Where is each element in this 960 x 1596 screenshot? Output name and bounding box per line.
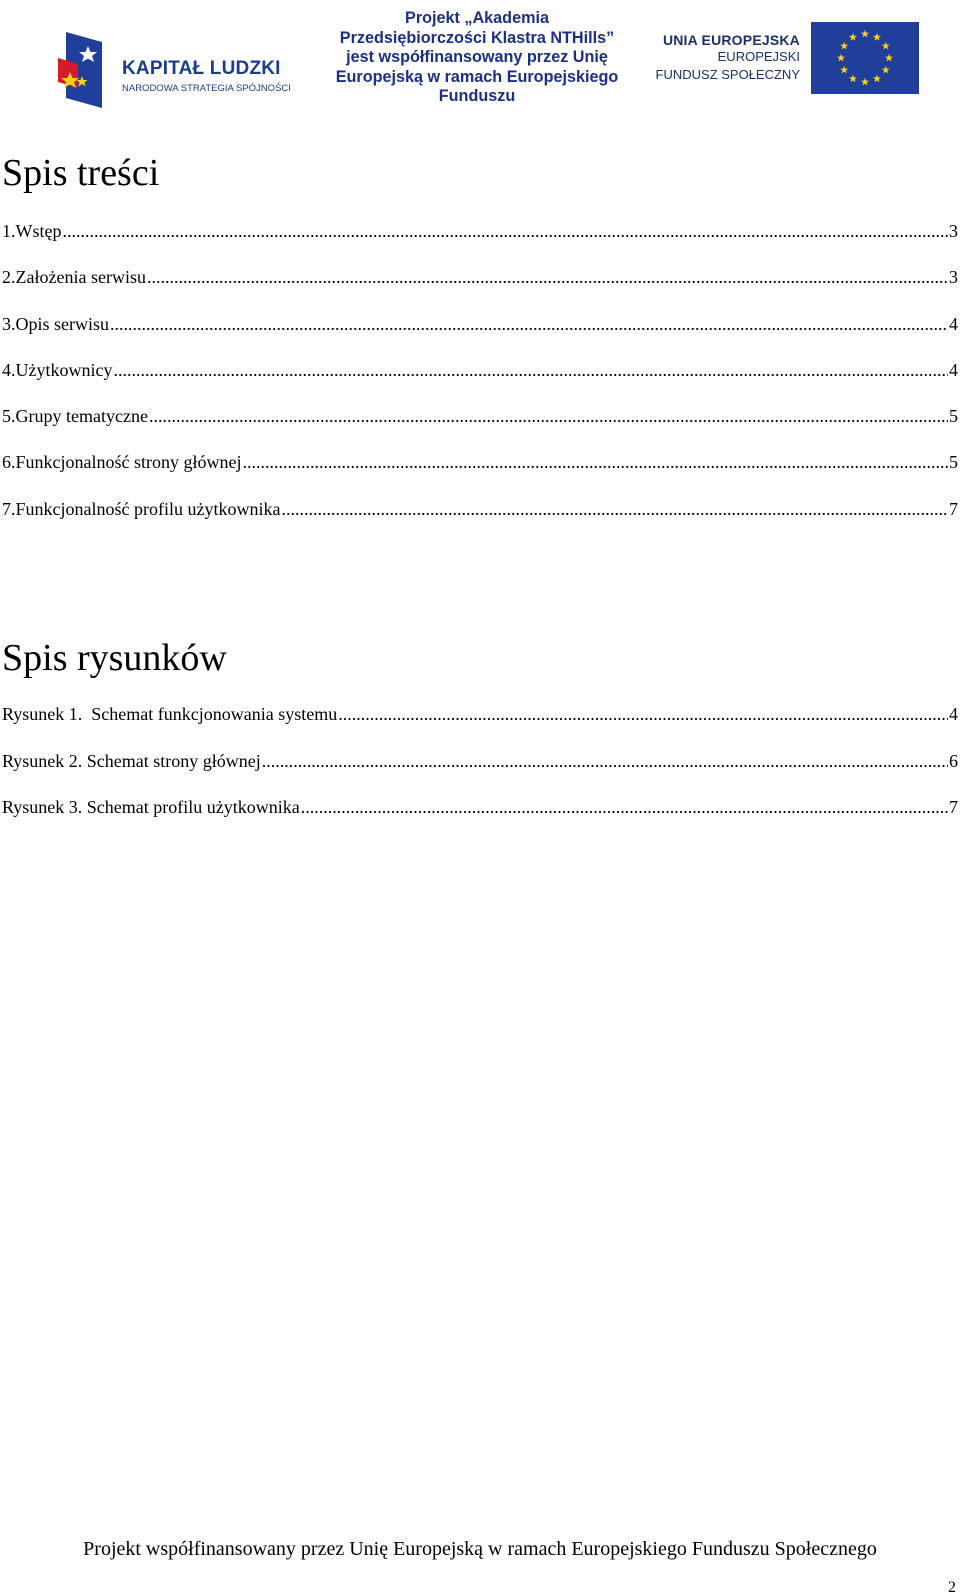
figures-title: Spis rysunków [2, 637, 227, 679]
toc-entry-label: 5.Grupy tematyczne [2, 406, 148, 426]
page-footer: Projekt współfinansowany przez Unię Europejską w ramach Europejskiego Funduszu Społecznego [83, 1538, 877, 1560]
toc-entry-page: 4 [949, 314, 958, 334]
eu-logo-line: EUROPEJSKI [717, 49, 800, 64]
toc-entry-label: 1.Wstęp [2, 221, 62, 241]
project-title-line: Przedsiębiorczości Klastra NTHills” [339, 28, 615, 47]
eu-logo-line: FUNDUSZ SPOŁECZNY [655, 67, 800, 82]
figure-entry-label: Rysunek 1. Schemat funkcjonowania systemu [2, 704, 338, 724]
toc-entry-label: 4.Użytkownicy [2, 360, 113, 380]
toc-entry[interactable] [2, 358, 958, 382]
toc-entry-page: 3 [949, 221, 958, 241]
toc-entry-label: 3.Opis serwisu [2, 314, 109, 334]
toc-entry-label: 7.Funkcjonalność profilu użytkownika [2, 499, 281, 519]
figure-entry-page: 7 [949, 797, 958, 817]
toc-entry[interactable] [2, 404, 958, 428]
figure-entry-page: 4 [949, 704, 958, 724]
toc-entry-page: 5 [949, 406, 958, 426]
figure-entry-label: Rysunek 3. Schemat profilu użytkownika [2, 797, 300, 817]
page-number: 2 [948, 1579, 956, 1596]
toc-entry[interactable] [2, 450, 958, 474]
figure-entry[interactable] [2, 749, 958, 773]
eu-logo-text [650, 32, 800, 84]
toc-entry-page: 7 [949, 499, 958, 519]
figure-dot-leader [262, 749, 948, 773]
figure-dot-leader [338, 702, 948, 726]
toc-entry[interactable] [2, 219, 958, 243]
toc-dot-leader [147, 265, 948, 289]
kapital-ludzki-emblem-icon [56, 28, 106, 110]
kapital-ludzki-logo [56, 28, 306, 112]
toc-entry[interactable] [2, 265, 958, 289]
figure-entry[interactable] [2, 702, 958, 726]
toc-dot-leader [113, 358, 948, 382]
page-header [0, 0, 960, 120]
figure-entry-label: Rysunek 2. Schemat strony głównej [2, 751, 261, 771]
kapital-ludzki-subtitle: NARODOWA STRATEGIA SPÓJNOŚCI [122, 83, 291, 94]
eu-logo-line: UNIA EUROPEJSKA [662, 32, 800, 48]
toc-entry-page: 4 [949, 360, 958, 380]
toc-entry-label: 6.Funkcjonalność strony głównej [2, 452, 242, 472]
toc-dot-leader [110, 312, 948, 336]
toc-entry[interactable] [2, 497, 958, 521]
figure-entry[interactable] [2, 795, 958, 819]
toc-entry[interactable] [2, 312, 958, 336]
toc-entry-label: 2.Założenia serwisu [2, 267, 146, 287]
project-title-line: Europejską w ramach Europejskiego [335, 67, 619, 86]
toc-title: Spis treści [2, 152, 160, 194]
kapital-ludzki-wordmark [122, 58, 291, 94]
toc-dot-leader [149, 404, 948, 428]
eu-flag-icon [811, 22, 919, 94]
project-title [320, 9, 634, 107]
project-title-line: jest współfinansowany przez Unię [346, 48, 608, 67]
kapital-ludzki-title: KAPITAŁ LUDZKI [122, 58, 281, 79]
toc-dot-leader [281, 497, 948, 521]
figure-entry-page: 6 [949, 751, 958, 771]
toc-entry-page: 5 [949, 452, 958, 472]
figure-dot-leader [301, 795, 948, 819]
project-title-line: Projekt „Akademia [405, 9, 549, 27]
toc-dot-leader [242, 450, 948, 474]
toc-dot-leader [62, 219, 948, 243]
toc-entry-page: 3 [949, 267, 958, 287]
project-title-line: Funduszu [438, 87, 516, 106]
